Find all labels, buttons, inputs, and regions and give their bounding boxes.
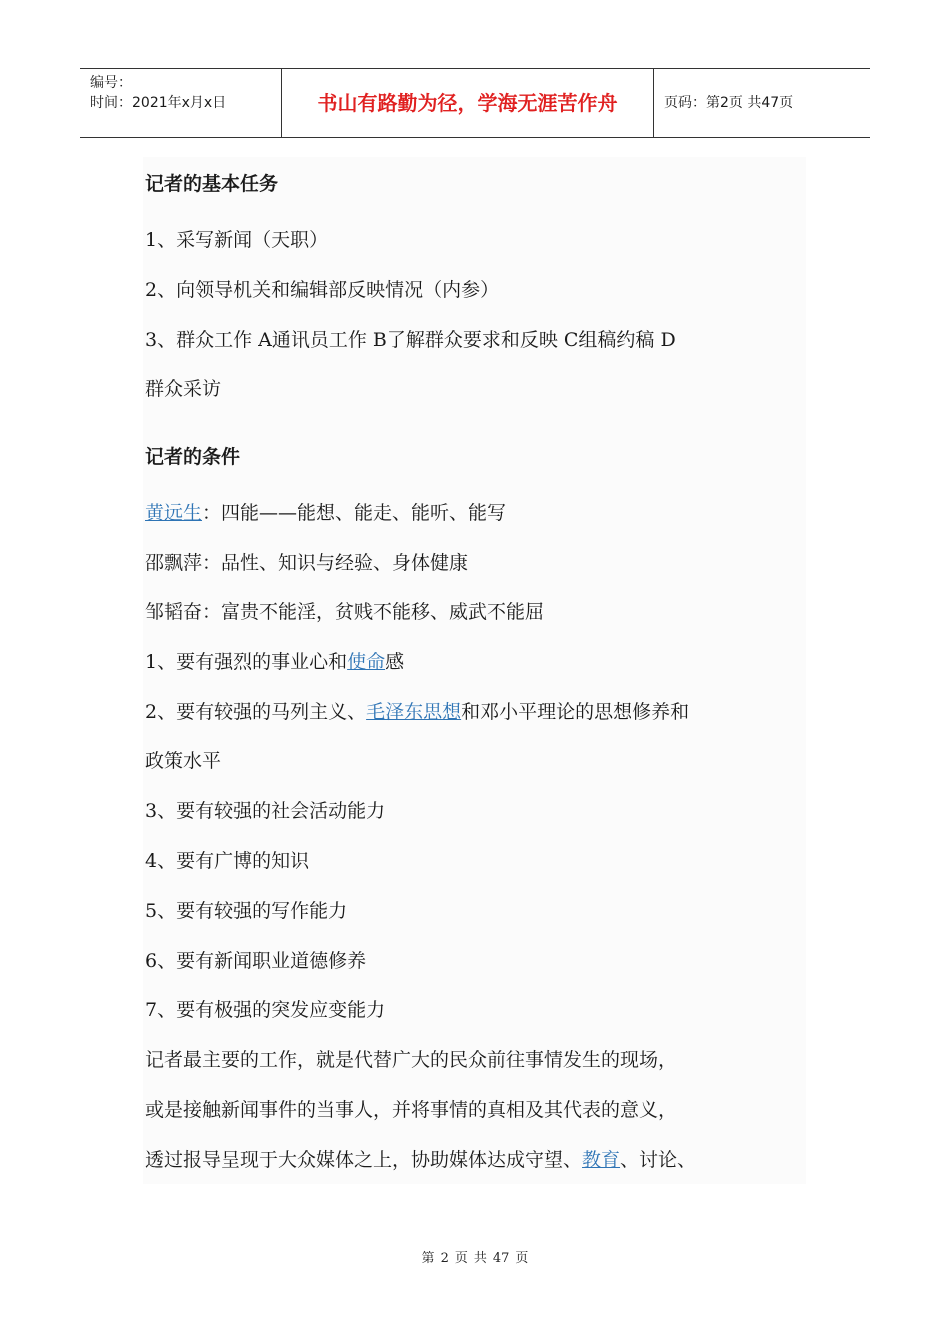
paragraph-line-3-text: 透过报导呈现于大众媒体之上，协助媒体达成守望、: [145, 1149, 583, 1171]
condition-item-5: 5、要有较强的写作能力: [145, 900, 348, 922]
footer-di: 第: [421, 1251, 435, 1266]
footer-page-number: 2: [440, 1251, 449, 1266]
condition-1-text: 1、要有强烈的事业心和: [145, 651, 348, 673]
condition-item-2: [145, 699, 689, 725]
task-item-1: 1、采写新闻（天职）: [145, 229, 329, 251]
task-item-2: 2、向领导机关和编辑部反映情况（内参）: [145, 279, 500, 301]
link-mao-thought[interactable]: 毛泽东思想: [366, 701, 462, 723]
condition-item-1: [145, 649, 404, 675]
section-heading-tasks: 记者的基本任务: [145, 173, 279, 195]
link-mission[interactable]: 使命: [347, 651, 386, 673]
condition-item-6: 6、要有新闻职业道德修养: [145, 950, 367, 972]
condition-item-2-continued: 政策水平: [145, 750, 222, 772]
condition-item-3: 3、要有较强的社会活动能力: [145, 800, 386, 822]
task-item-3-continued: 群众采访: [145, 378, 222, 400]
section-heading-conditions: 记者的条件: [145, 446, 241, 468]
task-item-3: 3、群众工作 A通讯员工作 B了解群众要求和反映 C组稿约稿 D: [145, 329, 676, 351]
condition-item-7: 7、要有极强的突发应变能力: [145, 999, 386, 1021]
quote-huang: [145, 500, 506, 526]
quote-shao: 邵飘萍：品性、知识与经验、身体健康: [145, 552, 469, 574]
paragraph-line-1: 记者最主要的工作，就是代替广大的民众前往事情发生的现场，: [145, 1049, 678, 1071]
paragraph-line-3: [145, 1147, 696, 1173]
document-header: [80, 68, 870, 138]
condition-2-text: 2、要有较强的马列主义、: [145, 701, 367, 723]
page-footer: [0, 1247, 950, 1266]
quote-huang-text: ：四能——能想、能走、能听、能写: [202, 502, 507, 524]
condition-2-suffix: 和邓小平理论的思想修养和: [461, 701, 690, 723]
condition-item-4: 4、要有广博的知识: [145, 850, 310, 872]
header-meta: [80, 69, 282, 137]
paragraph-line-3-suffix: 、讨论、: [620, 1149, 697, 1171]
footer-total-pages: 47: [492, 1251, 510, 1266]
footer-gong: 共: [473, 1251, 487, 1266]
footer-ye-2: 页: [515, 1251, 529, 1266]
number-label: 编号：: [90, 75, 132, 91]
link-education[interactable]: 教育: [582, 1149, 621, 1171]
date-label: 时间：2021年x月x日: [90, 95, 227, 111]
paragraph-line-2: 或是接触新闻事件的当事人，并将事情的真相及其代表的意义，: [145, 1099, 678, 1121]
header-motto: 书山有路勤为径，学海无涯苦作舟: [282, 69, 654, 137]
link-huang-yuansheng[interactable]: 黄远生: [145, 502, 203, 524]
footer-ye: 页: [454, 1251, 468, 1266]
header-page-info: 页码：第2页 共47页: [664, 95, 794, 111]
condition-1-suffix: 感: [385, 651, 405, 673]
quote-zou: 邹韬奋：富贵不能淫，贫贱不能移、威武不能屈: [145, 601, 545, 623]
